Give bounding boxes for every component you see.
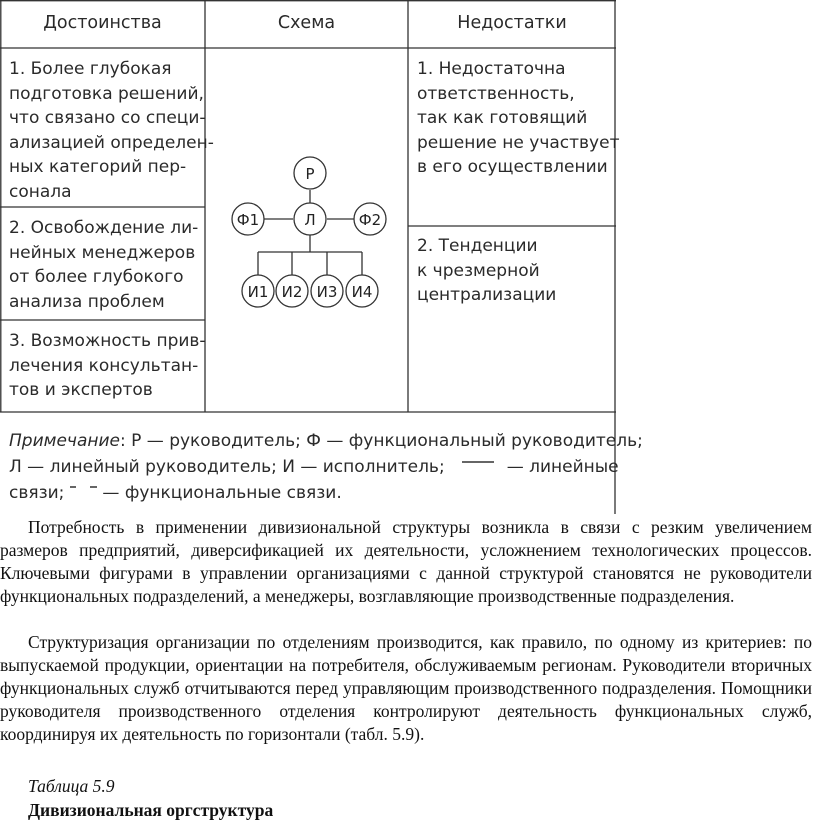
table-caption-number: Таблица 5.9 <box>28 776 115 796</box>
disadvantage-2: 2. Тенденции к чрезмерной централизации <box>417 236 557 305</box>
node-left-label: Ф1 <box>236 211 260 229</box>
table-caption-title: Дивизиональная оргструктура <box>28 800 274 820</box>
header-scheme: Схема <box>277 13 336 33</box>
node-bottom-1-label: И1 <box>247 283 269 301</box>
note-line-2b: — линейные <box>506 457 619 477</box>
advantage-1: 1. Более глубокая подготовка решений, что связано со специ- ализацией определен- ных категорий пер- сонала <box>9 59 214 202</box>
advantage-2: 2. Освобождение ли- нейных менеджеров от более глубокого анализа проблем <box>9 218 199 312</box>
table-note <box>9 428 643 506</box>
node-bottom-4-label: И4 <box>351 283 373 301</box>
note-label: Примечание <box>9 431 120 451</box>
header-advantages: Достоинства <box>43 13 162 33</box>
node-bottom-2-label: И2 <box>281 283 303 301</box>
note-line-3b: — функциональные связи. <box>102 483 342 503</box>
node-right-label: Ф2 <box>358 211 382 229</box>
advantage-3: 3. Возможность прив- лечения консультан- тов и экспертов <box>9 331 206 400</box>
header-disadvantages: Недостатки <box>457 13 567 33</box>
note-line-1: : Р — руководитель; Ф — функциональный руководитель; <box>120 431 643 451</box>
node-bottom-3-label: И3 <box>316 283 338 301</box>
node-top-label: Р <box>305 165 315 183</box>
note-line-3a: связи; <box>9 483 65 503</box>
paragraph-1: Потребность в применении дивизиональной структуры возникла в связи с резким увеличением размеров предприятий, диверсификацией их деятельности, усложнением технологических процессов. Ключевыми фигурами в управлении организациями с данной структурой становятся не руководители функциональных подразделений, а менеджеры, возглавляющие производственные подразделения. <box>0 517 812 606</box>
node-middle-label: Л <box>304 211 316 229</box>
paragraph-2: Структуризация организации по отделениям производится, как правило, по одному из критериев: по выпускаемой продукции, ориентации на потребителя, обслуживаемым регионам. Руководители вторичных функциональных служб отчитываются перед управляющим производственного подразделения. Помощники руководителя производственного отделения контролируют деятельность функциональных служб, координируя их деятельность по горизонтали (табл. 5.9). <box>0 632 812 744</box>
note-line-2a: Л — линейный руководитель; И — исполнитель; <box>9 457 445 477</box>
disadvantage-1: 1. Недостаточна ответственность, так как готовящий решение не участвует в его осуществлении <box>417 59 620 177</box>
